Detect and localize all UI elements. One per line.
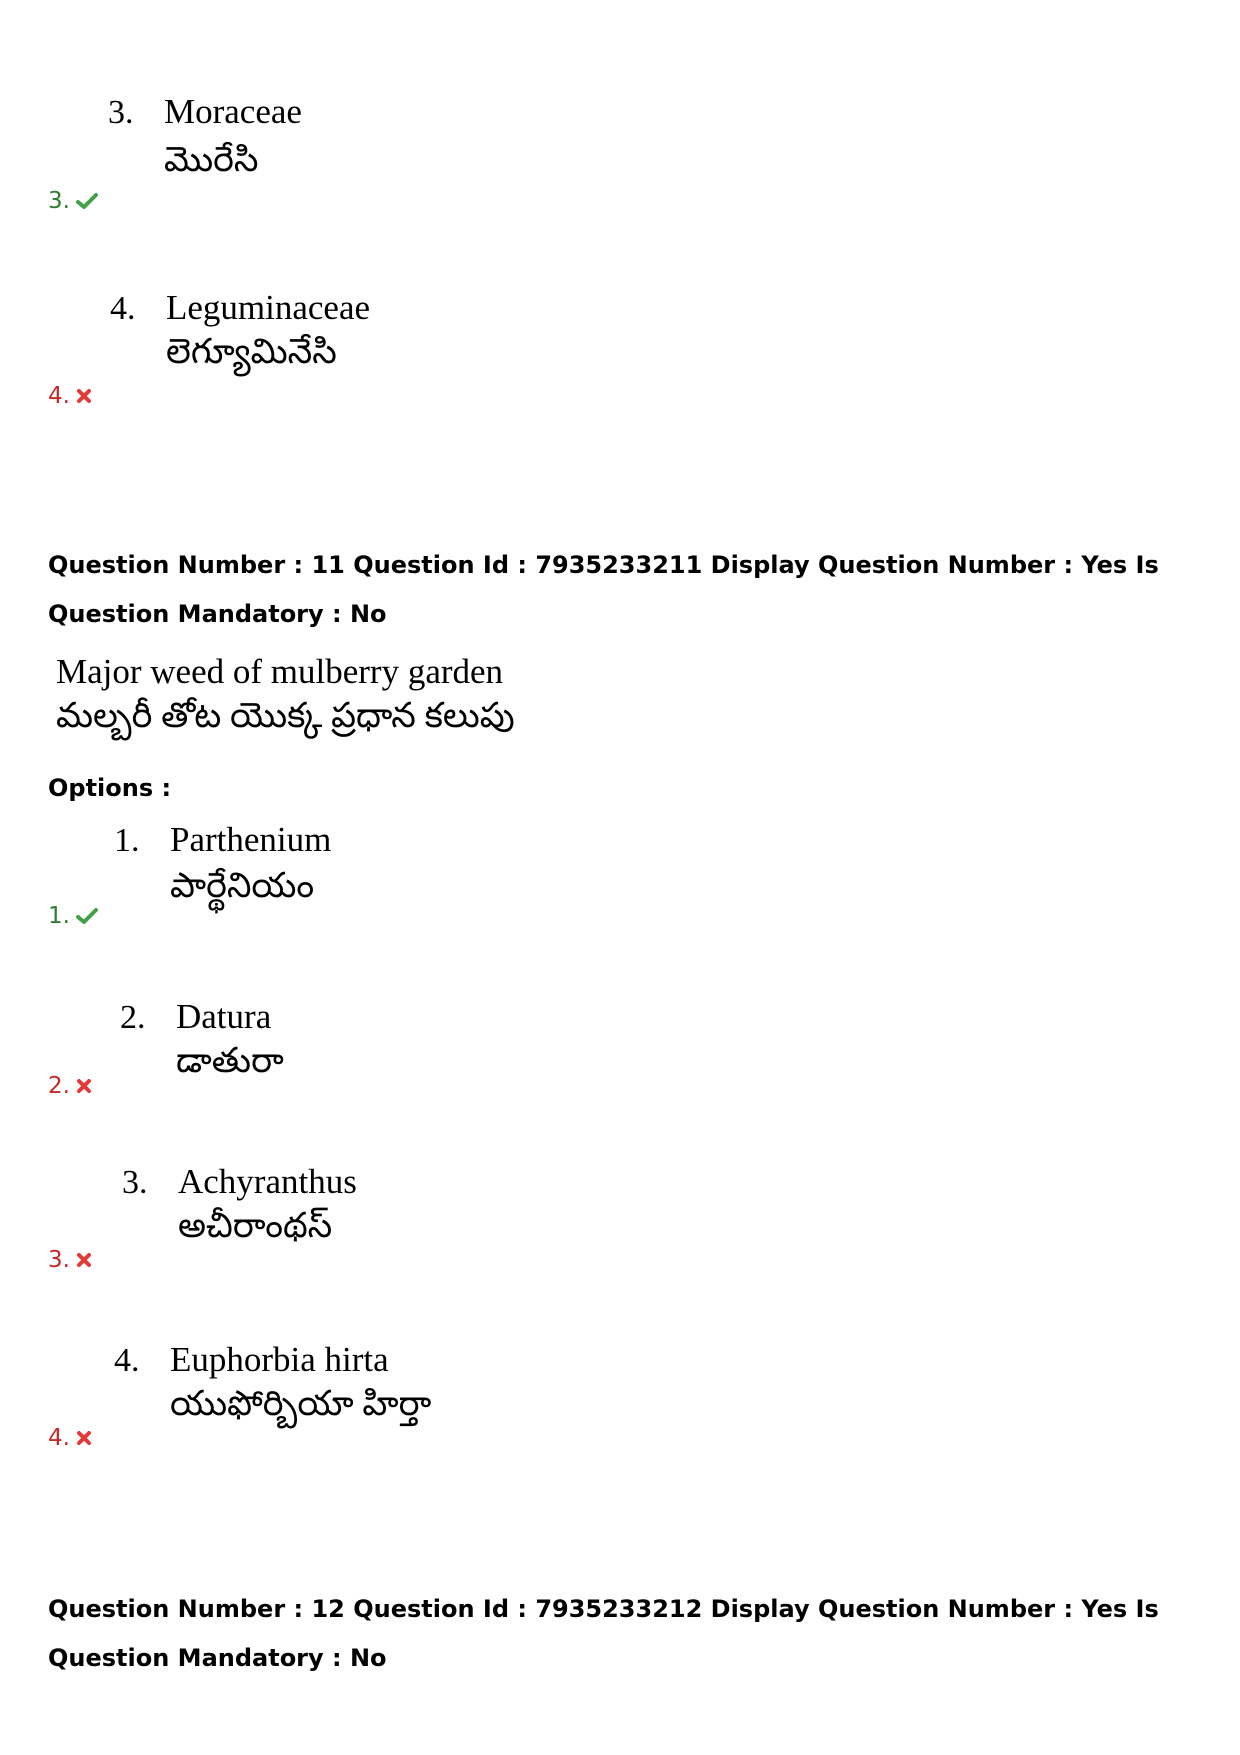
marker-label: 2. (48, 1073, 70, 1099)
cross-icon (76, 1430, 92, 1446)
stem-telugu: మల్బరీ తోట యొక్క ప్రధాన కలుపు (56, 696, 515, 735)
option-text-telugu: అచీరాంథస్ (178, 1206, 333, 1245)
option-number: 4. (110, 290, 136, 327)
check-icon (76, 907, 98, 925)
check-icon (76, 192, 98, 210)
option-number: 4. (114, 1342, 140, 1379)
stem-english: Major weed of mulberry garden (56, 652, 504, 691)
prev-option-3-marker (48, 187, 98, 215)
marker-label: 3. (48, 1247, 70, 1273)
option-number: 3. (122, 1164, 148, 1201)
option-text-english: Datura (176, 997, 272, 1036)
option-text-telugu: లెగ్యూమినేసి (166, 332, 337, 371)
option-text-english: Euphorbia hirta (170, 1340, 389, 1379)
option-3-marker (48, 1246, 92, 1274)
option-4 (114, 1340, 431, 1425)
option-2 (120, 997, 284, 1082)
option-2-marker (48, 1072, 92, 1100)
option-text-telugu: యుఫోర్బియా హిర్తా (170, 1384, 432, 1423)
prev-option-4-marker (48, 382, 92, 410)
prev-option-4 (110, 288, 370, 373)
marker-label: 4. (48, 1425, 70, 1451)
options-label: Options : (48, 774, 172, 802)
option-text-english: Achyranthus (178, 1162, 357, 1201)
marker-label: 4. (48, 383, 70, 409)
option-text-telugu: పార్థేనియం (170, 866, 315, 905)
option-1 (114, 820, 331, 907)
option-number: 1. (114, 822, 140, 859)
cross-icon (76, 388, 92, 404)
marker-label: 1. (48, 903, 70, 929)
question-12-header: Question Number : 12 Question Id : 7935233212 Display Question Number : Yes Is Question Mandatory : No (48, 1595, 1159, 1672)
option-number: 2. (120, 999, 146, 1036)
marker-label: 3. (48, 188, 70, 214)
option-text-english: Moraceae (164, 92, 302, 131)
prev-option-3 (108, 92, 302, 181)
option-3 (122, 1162, 357, 1247)
option-1-marker (48, 902, 98, 930)
cross-icon (76, 1078, 92, 1094)
option-4-marker (48, 1424, 92, 1452)
option-text-telugu: మొరేసి (164, 140, 259, 179)
question-11-stem (56, 650, 515, 738)
option-text-telugu: డాతురా (176, 1041, 284, 1080)
option-number: 3. (108, 94, 134, 131)
option-text-english: Leguminaceae (166, 288, 371, 327)
question-11-header: Question Number : 11 Question Id : 7935233211 Display Question Number : Yes Is Question Mandatory : No (48, 551, 1159, 628)
option-text-english: Parthenium (170, 820, 332, 859)
cross-icon (76, 1252, 92, 1268)
